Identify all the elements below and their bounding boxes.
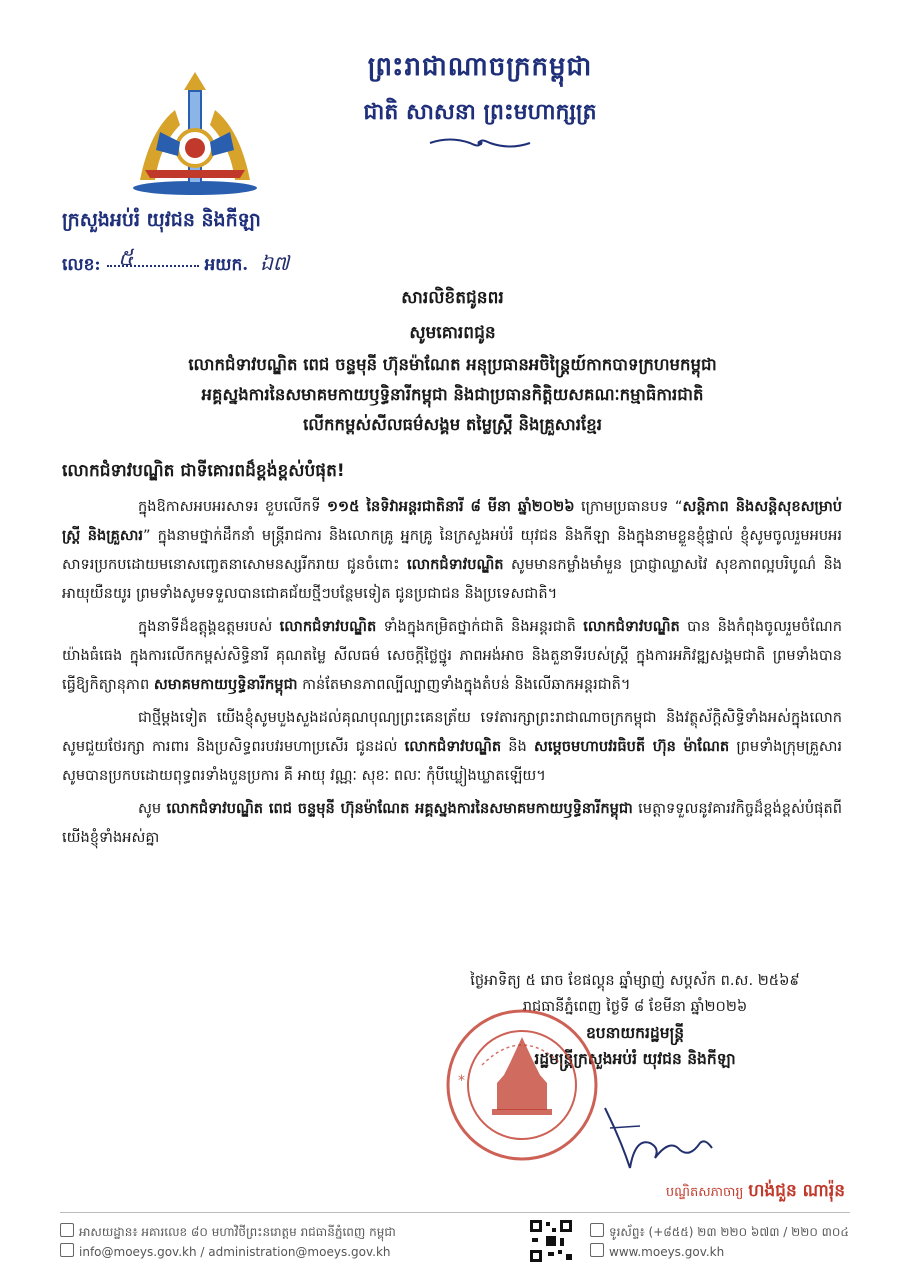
- bold-text-run: លោកជំទាវបណ្ឌិត: [279, 618, 377, 635]
- signer-name: [666, 1180, 845, 1205]
- footer-address-text: អាសយដ្ឋាន៖ អគារលេខ ៨០ មហាវិថីព្រះនរោត្តម រាជធានីភ្នំពេញ កម្ពុជា: [79, 1225, 396, 1239]
- national-motto: ជាតិ សាសនា ព្រះមហាក្សត្រ: [363, 99, 597, 125]
- svg-text:*: *: [458, 1073, 465, 1089]
- body-paragraph: [62, 794, 842, 852]
- ref-code-handwritten: ឯ៧: [260, 251, 290, 275]
- globe-icon: [590, 1243, 604, 1257]
- footer-contact-right: [590, 1222, 849, 1262]
- date-solar: រាជធានីភ្នំពេញ ថ្ងៃទី ៨ ខែមីនា ឆ្នាំ២០២៦: [522, 998, 748, 1015]
- body-paragraph: [62, 612, 842, 699]
- recipient-block: [0, 350, 905, 440]
- reference-number: [62, 246, 290, 280]
- text-run: ជាថ្មីម្ដងទៀត យើងខ្ញុំសូមបួងសួងដល់គុណបុណ្យព្រះគេនត្រ័យ ទេវតារក្សាព្រះរាជាណាចក្រកម្ពុជា និងវត្ថុស័ក្តិសិទ្ធិទាំងអស់ក្នុងលោក សូមជួយថែរក្សា ការពារ និងប្រសិទ្ធពរបវរមហាប្រសើរ ជូនដល់: [62, 709, 842, 755]
- footer-divider: [60, 1212, 850, 1213]
- text-run: ក្រោមប្រធានបទ “: [574, 498, 683, 515]
- footer-website: [590, 1242, 849, 1262]
- text-run: ក្នុងនាទីដ៏ឧត្តុង្គឧត្តមរបស់: [138, 618, 280, 635]
- text-run: សូមមានកម្លាំងមាំមួន ប្រាជ្ញាឈ្លាសវៃ សុខភាពល្អបរិបូណ៌ និងអាយុយឺនយូរ ព្រមទាំងសូមទទួលបានជោគជ័យថ្មីៗបន្ថែមទៀត ជូនប្រជាជន និងប្រទេសជាតិ។: [62, 556, 842, 602]
- footer-address: [60, 1222, 396, 1242]
- body-paragraph: [62, 703, 842, 790]
- address-icon: [60, 1223, 74, 1237]
- qr-code-icon: [528, 1218, 574, 1264]
- ref-label: លេខ:: [62, 255, 101, 275]
- footer-phone: [590, 1222, 849, 1242]
- respectfully-to: សូមគោរពជូន: [409, 323, 496, 343]
- official-seal-stamp: [442, 1005, 602, 1165]
- signer-title-1: ឧបនាយករដ្ឋមន្ត្រី: [585, 1024, 685, 1042]
- bold-text-run: លោកជំទាវបណ្ឌិត: [404, 738, 502, 755]
- handwritten-signature: [600, 1098, 720, 1178]
- ministry-emblem: [120, 70, 270, 200]
- email-icon: [60, 1243, 74, 1257]
- recipient-line: លើកកម្ពស់សីលធម៌សង្គម តម្លៃស្ត្រី និងគ្រួសារខ្មែរ: [303, 415, 602, 434]
- ref-suffix: អយក.: [204, 255, 249, 275]
- bold-text-run: សន្តិភាព និងសន្តិសុខសម្រាប់ស្ត្រី និងគ្រួសារ: [62, 498, 842, 544]
- bold-text-run: សមាគមកាយឫទ្ធិនារីកម្ពុជា: [153, 676, 298, 693]
- text-run: ទាំងក្នុងកម្រិតថ្នាក់ជាតិ និងអន្តរជាតិ: [376, 618, 584, 635]
- body-paragraph: [62, 492, 842, 608]
- recipient-line: អគ្គស្នងការនៃសមាគមកាយឫទ្ធិនារីកម្ពុជា និងជាប្រធានកិត្តិយសគណៈកម្មាធិការជាតិ: [201, 385, 704, 404]
- footer-emails: [60, 1242, 396, 1262]
- signer-prefix: បណ្ឌិតសភាចារ្យ: [665, 1185, 744, 1200]
- text-run: កាន់តែមានភាពល្បីល្បាញទាំងក្នុងតំបន់ និងលើឆាកអន្តរជាតិ។: [297, 676, 631, 693]
- salutation: លោកជំទាវបណ្ឌិត ជាទីគោរពដ៏ខ្ពង់ខ្ពស់បំផុត!: [62, 461, 345, 481]
- text-run: សូម: [138, 800, 167, 817]
- footer-contact-left: [60, 1222, 396, 1262]
- ministry-name: ក្រសួងអប់រំ យុវជន និងកីឡា: [62, 209, 261, 231]
- date-lunar: ថ្ងៃអាទិត្យ ៥ រោច ខែផល្គុន ឆ្នាំម្សាញ់ សប្តស័ក ព.ស. ២៥៦៩: [470, 972, 800, 989]
- text-run: មេត្តាទទួលនូវគារវកិច្ចដ៏ខ្ពង់ខ្ពស់បំផុតពីយើងខ្ញុំទាំងអស់គ្នា: [62, 800, 842, 846]
- bold-text-run: លោកជំទាវបណ្ឌិត ពេជ ចន្ទមុនី ហ៊ុនម៉ាណែត អគ្គស្នងការនៃសមាគមកាយឫទ្ធិនារីកម្ពុជា: [166, 800, 633, 817]
- signer-title-2: រដ្ឋមន្ត្រីក្រសួងអប់រំ យុវជន និងកីឡា: [534, 1050, 736, 1068]
- ref-number-handwritten: ៥: [118, 246, 134, 271]
- text-run: ” ក្នុងនាមថ្នាក់ដឹកនាំ មន្ត្រីរាជការ និងលោកគ្រូ អ្នកគ្រូ នៃក្រសួងអប់រំ យុវជន និងកីឡា និងក្នុងនាមខ្លួនខ្ញុំផ្ទាល់ ខ្ញុំសូមចូលរួមអបអរសាទរប្រកបដោយមនោសញ្ចេតនាសោមនស្សរីករាយ ជូនចំពោះ: [62, 527, 843, 573]
- bold-text-run: លោកជំទាវបណ្ឌិត: [406, 556, 504, 573]
- text-run: បាន និងកំពុងចូលរួមចំណែកយ៉ាងធំធេង ក្នុងការលើកកម្ពស់សិទ្ធិនារី គុណតម្លៃ សីលធម៌ សេចក្ដីថ្លៃថ្នូរ ភាពអង់អាច និងតួនាទីរបស់ស្ត្រី ក្នុងការអភិវឌ្ឍសង្គមជាតិ ព្រមទាំងបានធ្វើឱ្យកិត្យានុភាព: [62, 618, 842, 693]
- text-run: ក្នុងឱកាសអបអរសាទរ ខួបលើកទី: [138, 498, 327, 515]
- recipient-line: លោកជំទាវបណ្ឌិត ពេជ ចន្ទមុនី ហ៊ុនម៉ាណែត អនុប្រធានអចិន្ត្រៃយ៍កាកបាទក្រហមកម្ពុជា: [188, 355, 717, 374]
- bold-text-run: លោកជំទាវបណ្ឌិត: [583, 618, 680, 635]
- phone-icon: [590, 1223, 604, 1237]
- bold-text-run: ១១៥ នៃទិវាអន្តរជាតិនារី ៨ មីនា ឆ្នាំ២០២៦: [326, 498, 575, 515]
- kingdom-heading: [320, 50, 640, 150]
- kingdom-title: ព្រះរាជាណាចក្រកម្ពុជា: [367, 52, 593, 82]
- footer-website-text[interactable]: www.moeys.gov.kh: [609, 1245, 725, 1259]
- footer-phone-text: ទូរស័ព្ទ៖ (+៨៥៥) ២៣ ២២០ ៦៧៣ / ២២០ ៣០៤: [609, 1225, 849, 1239]
- text-run: និង: [501, 738, 534, 755]
- footer-emails-text[interactable]: info@moeys.gov.kh / administration@moeys.gov.kh: [79, 1245, 391, 1259]
- signer-fullname: ហង់ជួន ណារ៉ុន: [748, 1181, 845, 1201]
- document-type: សារលិខិតជូនពរ: [401, 288, 504, 308]
- bold-text-run: សម្ដេចមហាបវរធិបតី ហ៊ុន ម៉ាណែត: [534, 738, 730, 755]
- ornament-divider: [425, 136, 535, 150]
- letter-body: [62, 492, 842, 856]
- text-run: ព្រមទាំងក្រុមគ្រួសារ សូមបានប្រកបដោយពុទ្ធពរទាំងបួនប្រការ គឺ អាយុ វណ្ណៈ សុខៈ ពលៈ កុំបីឃ្លៀងឃ្លាតឡើយ។: [62, 738, 842, 784]
